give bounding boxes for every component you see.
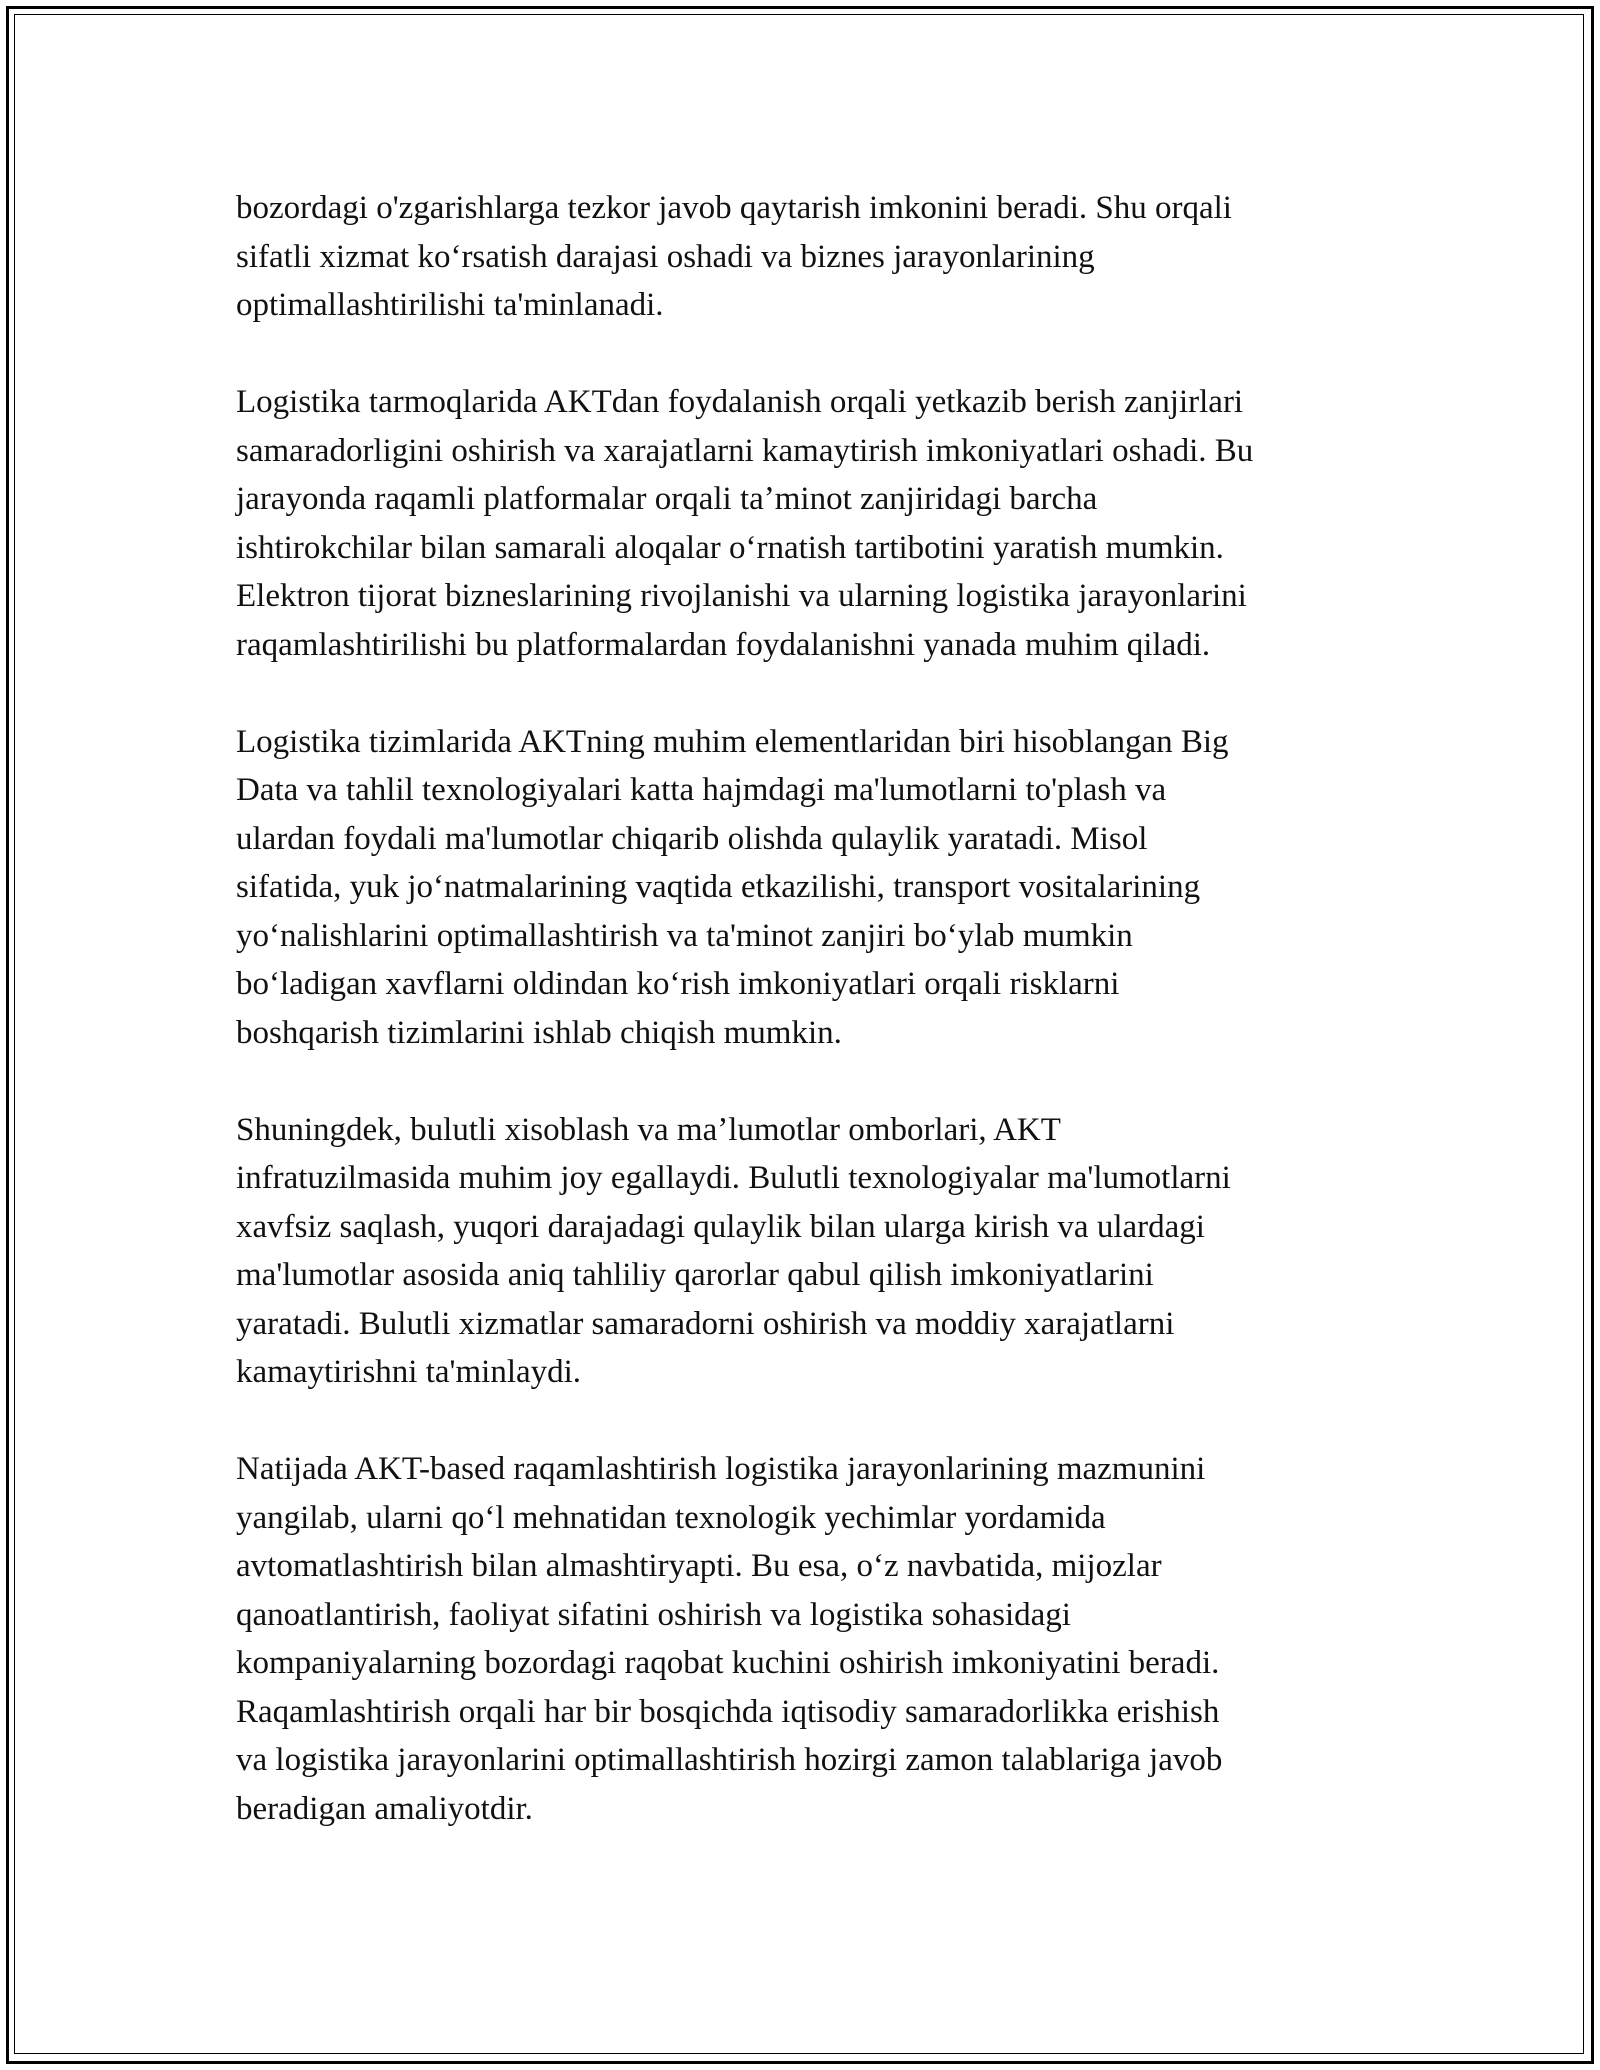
paragraph-market-response: bozordagi o'zgarishlarga tezkor javob qaytarish imkonini beradi. Shu orqali sifatli xizmat koʻrsatish darajasi oshadi va biznes jarayonlarining optimallashtirilishi ta'minlanadi. — [236, 190, 1232, 323]
document-body — [236, 184, 1386, 1882]
paragraph-big-data: Logistika tizimlarida AKTning muhim elementlaridan biri hisoblangan Big Data va tahlil texnologiyalari katta hajmdagi ma'lumotlarni to'plash va ulardan foydali ma'lumotlar chiqarib olishda qulaylik yaratadi. Misol sifatida, yuk joʻnatmalarining vaqtida etkazilishi, transport vositalarining yoʻnalishlarini optimallashtirish va ta'minot zanjiri boʻylab mumkin boʻladigan xavflarni oldindan koʻrish imkoniyatlari orqali risklarni boshqarish tizimlarini ishlab chiqish mumkin. — [236, 723, 1229, 1051]
paragraph-logistics-networks: Logistika tarmoqlarida AKTdan foydalanish orqali yetkazib berish zanjirlari samaradorligini oshirish va xarajatlarni kamaytirish imkoniyatlari oshadi. Bu jarayonda raqamli platformalar orqali taʼminot zanjiridagi barcha ishtirokchilar bilan samarali aloqalar oʻrnatish tartibotini yaratish mumkin. Elektron tijorat bizneslarining rivojlanishi va ularning logistika jarayonlarini raqamlashtirilishi bu platformalardan foydalanishni yanada muhim qiladi. — [236, 384, 1254, 663]
paragraph-conclusion: Natijada AKT-based raqamlashtirish logistika jarayonlarining mazmunini yangilab, ularni qoʻl mehnatidan texnologik yechimlar yordamida avtomatlashtirish bilan almashtiryapti. Bu esa, oʻz navbatida, mijozlar qanoatlantirish, faoliyat sifatini oshirish va logistika sohasidagi kompaniyalarning bozordagi raqobat kuchini oshirish imkoniyatini beradi. Raqamlashtirish orqali har bir bosqichda iqtisodiy samaradorlikka erishish va logistika jarayonlarini optimallashtirish hozirgi zamon talablariga javob beradigan amaliyotdir. — [236, 1451, 1223, 1827]
paragraph-cloud-computing: Shuningdek, bulutli xisoblash va maʼlumotlar omborlari, AKT infratuzilmasida muhim joy egallaydi. Bulutli texnologiyalar ma'lumotlarni xavfsiz saqlash, yuqori darajadagi qulaylik bilan ularga kirish va ulardagi ma'lumotlar asosida aniq tahliliy qarorlar qabul qilish imkoniyatlarini yaratadi. Bulutli xizmatlar samaradorni oshirish va moddiy xarajatlarni kamaytirishni ta'minlaydi. — [236, 1111, 1231, 1390]
